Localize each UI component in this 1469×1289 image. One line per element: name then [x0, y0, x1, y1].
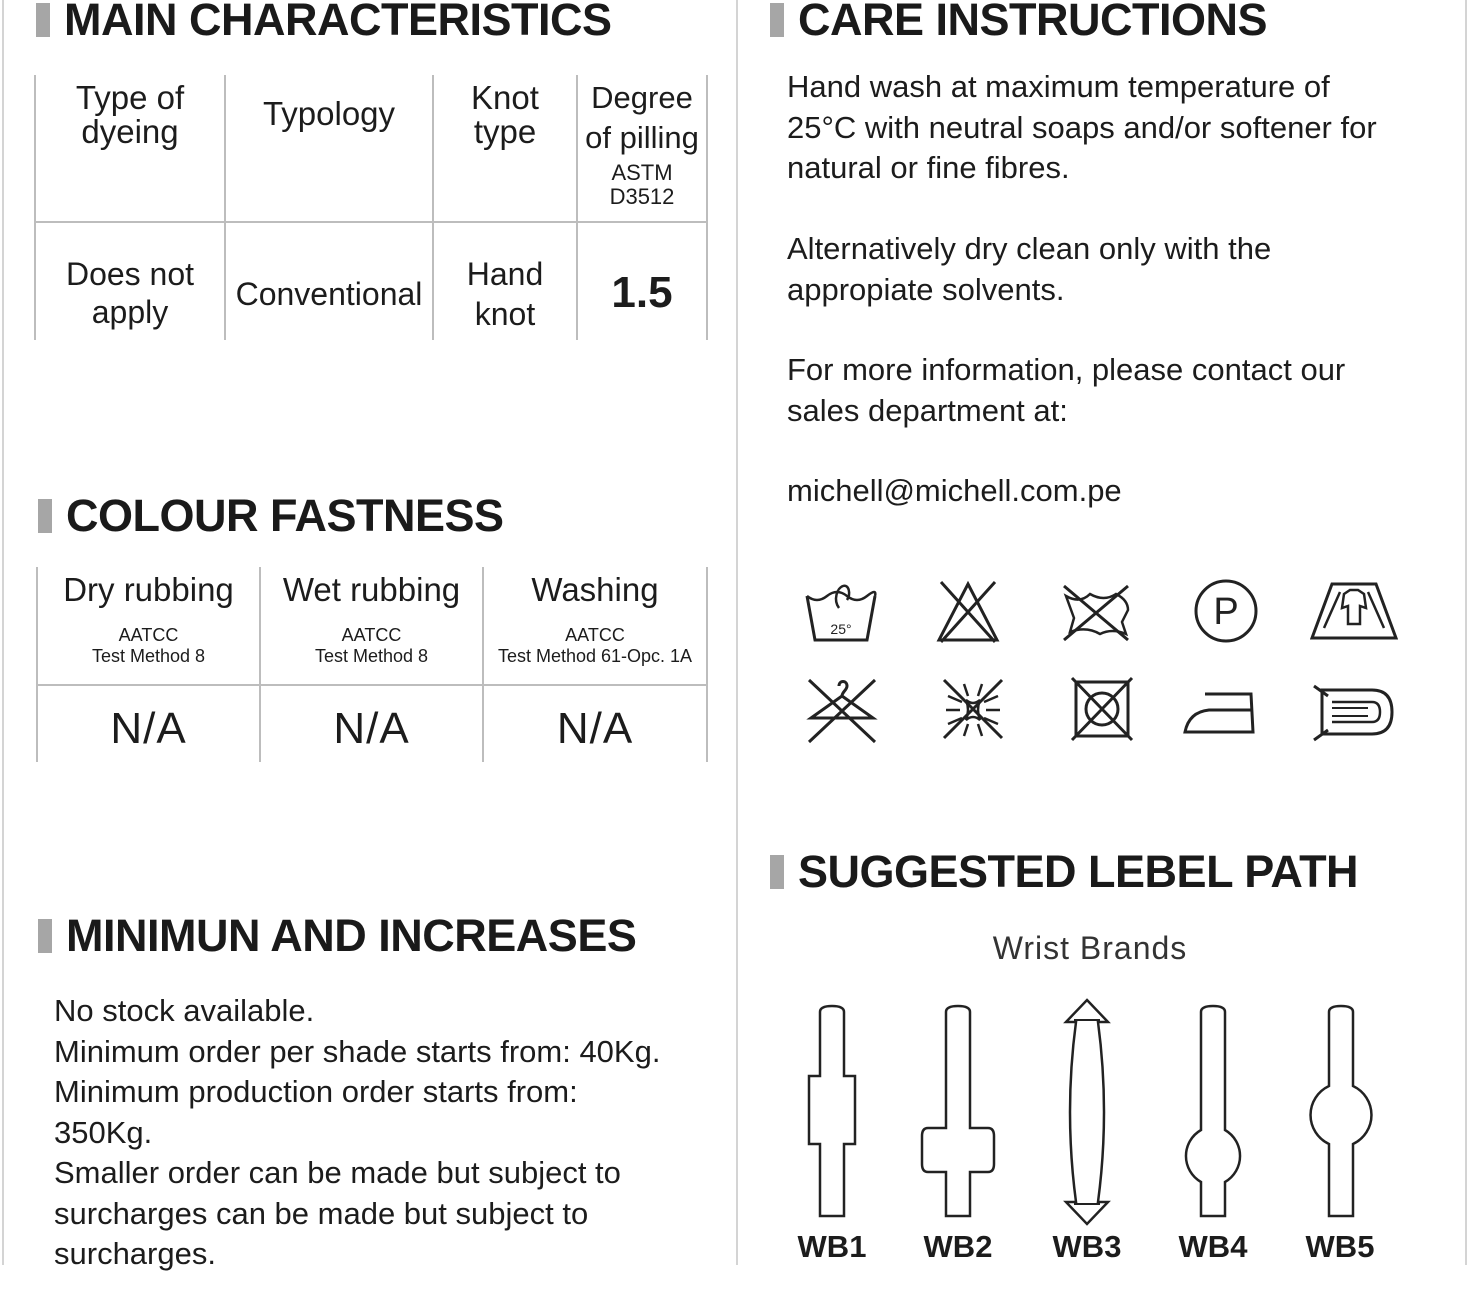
header-typology: Typology: [225, 75, 433, 222]
do-not-bleach-icon: [935, 578, 1001, 644]
do-not-tumble-dry-icon: [1060, 582, 1132, 642]
care-paragraph-1: Hand wash at maximum temperature of 25°C with neutral soaps and/or softener for natural or fine fibres.: [787, 69, 1377, 185]
section-bar: [36, 3, 50, 37]
minimum-line: No stock available.: [54, 993, 315, 1028]
care-paragraph-2: Alternatively dry clean only with the appropiate solvents.: [787, 231, 1272, 307]
label-path-title: SUGGESTED LEBEL PATH: [770, 852, 1358, 892]
wb4-shape: [1178, 1004, 1248, 1220]
colour-fastness-table: [36, 567, 708, 762]
value-washing: N/A: [483, 685, 707, 762]
wb5-label: WB5: [1305, 1229, 1375, 1264]
center-divider: [736, 0, 738, 1265]
dry-clean-letter: P: [1213, 591, 1239, 633]
value-degree-of-pilling: 1.5: [577, 222, 707, 340]
value-type-of-dyeing: Does not apply: [35, 222, 225, 340]
minimum-title: MINIMUN AND INCREASES: [38, 916, 636, 956]
header-washing: Washing AATCC Test Method 61-Opc. 1A: [483, 567, 707, 685]
main-characteristics-table: [34, 75, 708, 340]
main-characteristics-title: MAIN CHARACTERISTICS: [36, 0, 612, 40]
header-wet-rubbing: Wet rubbing AATCC Test Method 8: [260, 567, 483, 685]
wb2-label: WB2: [923, 1229, 993, 1264]
colour-fastness-title: COLOUR FASTNESS: [38, 496, 504, 536]
iron-low-icon: [1181, 688, 1257, 736]
value-dry-rubbing: N/A: [37, 685, 260, 762]
section-bar: [38, 919, 52, 953]
minimum-line: 350Kg.: [54, 1114, 153, 1150]
label-path-subtitle: Wrist Brands: [992, 930, 1188, 966]
wb1-shape: [805, 1004, 859, 1220]
value-typology: Conventional: [225, 222, 433, 340]
minimum-line: Smaller order can be made but subject to: [54, 1155, 621, 1190]
dry-flat-icon: [1312, 682, 1396, 744]
do-not-wring-icon: [940, 676, 1006, 742]
wb5-shape: [1306, 1004, 1376, 1220]
wash-temperature: 25°: [830, 621, 852, 637]
minimum-line: surcharges can be made but subject to: [54, 1195, 589, 1231]
wb2-shape: [918, 1004, 998, 1220]
wb4-label: WB4: [1178, 1229, 1248, 1264]
value-wet-rubbing: N/A: [260, 685, 483, 762]
left-divider: [2, 0, 4, 1265]
wb3-shape: [1060, 998, 1114, 1226]
do-not-tumble-dry-square-icon: [1070, 676, 1134, 742]
contact-email: michell@michell.com.pe: [787, 473, 1122, 508]
minimum-line: Minimum production order starts from:: [54, 1074, 578, 1109]
dry-clean-p-icon: [1193, 578, 1259, 644]
section-bar: [770, 855, 784, 889]
header-knot-type: Knot type: [433, 75, 577, 222]
header-dry-rubbing: Dry rubbing AATCC Test Method 8: [37, 567, 260, 685]
wb3-label: WB3: [1052, 1229, 1122, 1264]
header-type-of-dyeing: Type of dyeing: [35, 75, 225, 222]
section-bar: [770, 3, 784, 37]
care-title: CARE INSTRUCTIONS: [770, 0, 1267, 40]
care-paragraph-3: For more information, please contact our sales department at:: [787, 352, 1346, 428]
wb1-label: WB1: [797, 1229, 867, 1264]
minimum-line: Minimum order per shade starts from: 40Kg.: [54, 1033, 661, 1069]
header-degree-of-pilling: Degree of pilling ASTM D3512: [577, 75, 707, 222]
hand-wash-25-icon: [803, 578, 879, 644]
section-bar: [38, 499, 52, 533]
minimum-line: surcharges.: [54, 1236, 216, 1271]
dry-flat-shade-icon: [1310, 580, 1398, 642]
do-not-hang-dry-icon: [805, 676, 879, 744]
right-divider: [1465, 0, 1467, 1265]
minimum-text: [54, 991, 714, 1275]
value-knot-type: Hand knot: [433, 222, 577, 340]
